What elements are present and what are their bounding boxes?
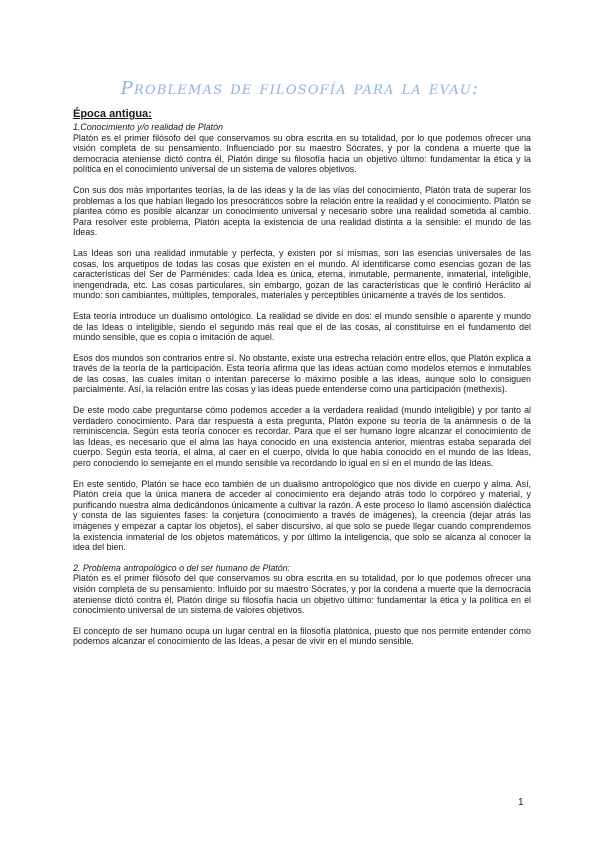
paragraph: De este modo cabe preguntarse cómo podemos acceder a la verdadera realidad (mundo inteligible) y por tanto al verdadero conocimiento. Para dar respuesta a esta pregunta, Platón expone su teoría de la anámnesis o de la reminiscencia. Según esta teoría conocer es recordar. Para que el ser humano logre alcanzar el conocimiento de las Ideas, es necesario que el alma las haya conocido en una existencia anterior, mientras estaba separada del cuerpo. Según esta teoría, el alma, al caer en el cuerpo, olvida lo que había conocido en el mundo de las Ideas, pero conociendo lo semejante en el mundo sensible va recordando lo igual en sí en el mundo de las Ideas. <box>73 405 531 469</box>
paragraph: Platón es el primer filósofo del que conservamos su obra escrita en su totalidad, por lo que podemos ofrecer una visión completa de su pensamiento. Influenciado por su maestro Sócrates, y por la condena a muerte que la democracia ateniense dictó contra él, Platón dirige su filosofía hacia un objetivo último: fundamentar la ética y la política en el conocimiento universal de un sistema de valores objetivos. <box>73 132 531 175</box>
section-heading: Época antigua: <box>73 108 152 120</box>
paragraph: Esos dos mundos son contrarios entre sí. No obstante, existe una estrecha relación entre ellos, que Platón explica a través de la teoría de la participación. Esta teoría afirma que las ideas actúan como modelos eternos e inmutables de las cosas, las cuales imitan o intentan parecerse lo máximo posible a las ideas, aunque solo lo consiguen parcialmente. Así, la relación entre las cosas y las ideas puede entenderse como una participación (methexis). <box>73 352 531 395</box>
paragraph: Las Ideas son una realidad inmutable y perfecta, y existen por sí mismas, son las esencias universales de las cosas, los arquetipos de todas las cosas que existen en el mundo. Al identificarse como esencias gozan de las características del Ser de Parménides: cada Idea es única, eterna, inmutable, permanente, inmaterial, inteligible, inengendrada, etc. Las cosas particulares, sin embargo, gozan de las características que le confirió Heráclito al mundo: son cambiantes, múltiples, temporales, materiales y perceptibles únicamente a través de los sentidos. <box>73 247 531 301</box>
paragraph: El concepto de ser humano ocupa un lugar central en la filosofía platónica, puesto que nos permite entender cómo podemos alcanzar el conocimiento de las Ideas, a pesar de vivir en el mundo sensible. <box>73 625 531 647</box>
subsection-heading-2: 2. Problema antropológico o del ser humano de Platón: <box>73 562 291 573</box>
paragraph: Platón es el primer filósofo del que conservamos su obra escrita en su totalidad, por lo que podemos ofrecer una visión completa de su pensamiento. Influido por su maestro Sócrates, y por la condena a muerte que la democracia ateniense dictó contra él, Platón dirige su filosofía hacia un objetivo último: fundamentar la ética y la política en el conocimiento universal de un sistema de valores objetivos. <box>73 573 531 616</box>
paragraph: Con sus dos más importantes teorías, la de las ideas y la de las vías del conocimiento, Platón trata de superar los problemas a los que habían llegado los presocráticos sobre la relación entre la realidad y el conocimiento. Platón se plantea cómo es posible alcanzar un conocimiento universal y necesario sobre una realidad sometida al cambio. Para resolver este problema, Platón acepta la existencia de una realidad distinta a la sensible: el mundo de las Ideas. <box>73 184 531 238</box>
document-title: Problemas de filosofía para la evau: <box>120 78 480 99</box>
subsection-heading-1: 1.Conocimiento y/o realidad de Platón <box>73 122 223 132</box>
page-number: 1 <box>518 797 524 808</box>
paragraph: Esta teoría introduce un dualismo ontológico. La realidad se divide en dos: el mundo sensible o aparente y mundo de las Ideas o inteligible, siendo el segundo más real que el de las cosas, al constituirse en el fundamento del mundo sensible, que es copia o imitación de aquel. <box>73 310 531 343</box>
paragraph: En este sentido, Platón se hace eco también de un dualismo antropológico que nos divide en cuerpo y alma. Así, Platón creía que la única manera de acceder al conocimiento era dejando atrás todo lo corpóreo y material, y purificando nuestra alma dedicándonos únicamente a cultivar la razón. A este proceso lo llamó ascensión dialéctica y consta de las siguientes fases: la conjetura (conocimiento a través de imágenes), la creencia (dejar atrás las imágenes y empezar a captar los objetos), el saber discursivo, al que solo se puede llegar cuando comprendemos la existencia inmaterial de los objetos matemáticos, y por último la inteligencia, que solo se alcanza al conocer la idea del bien. <box>73 478 531 553</box>
document-body <box>73 108 531 657</box>
